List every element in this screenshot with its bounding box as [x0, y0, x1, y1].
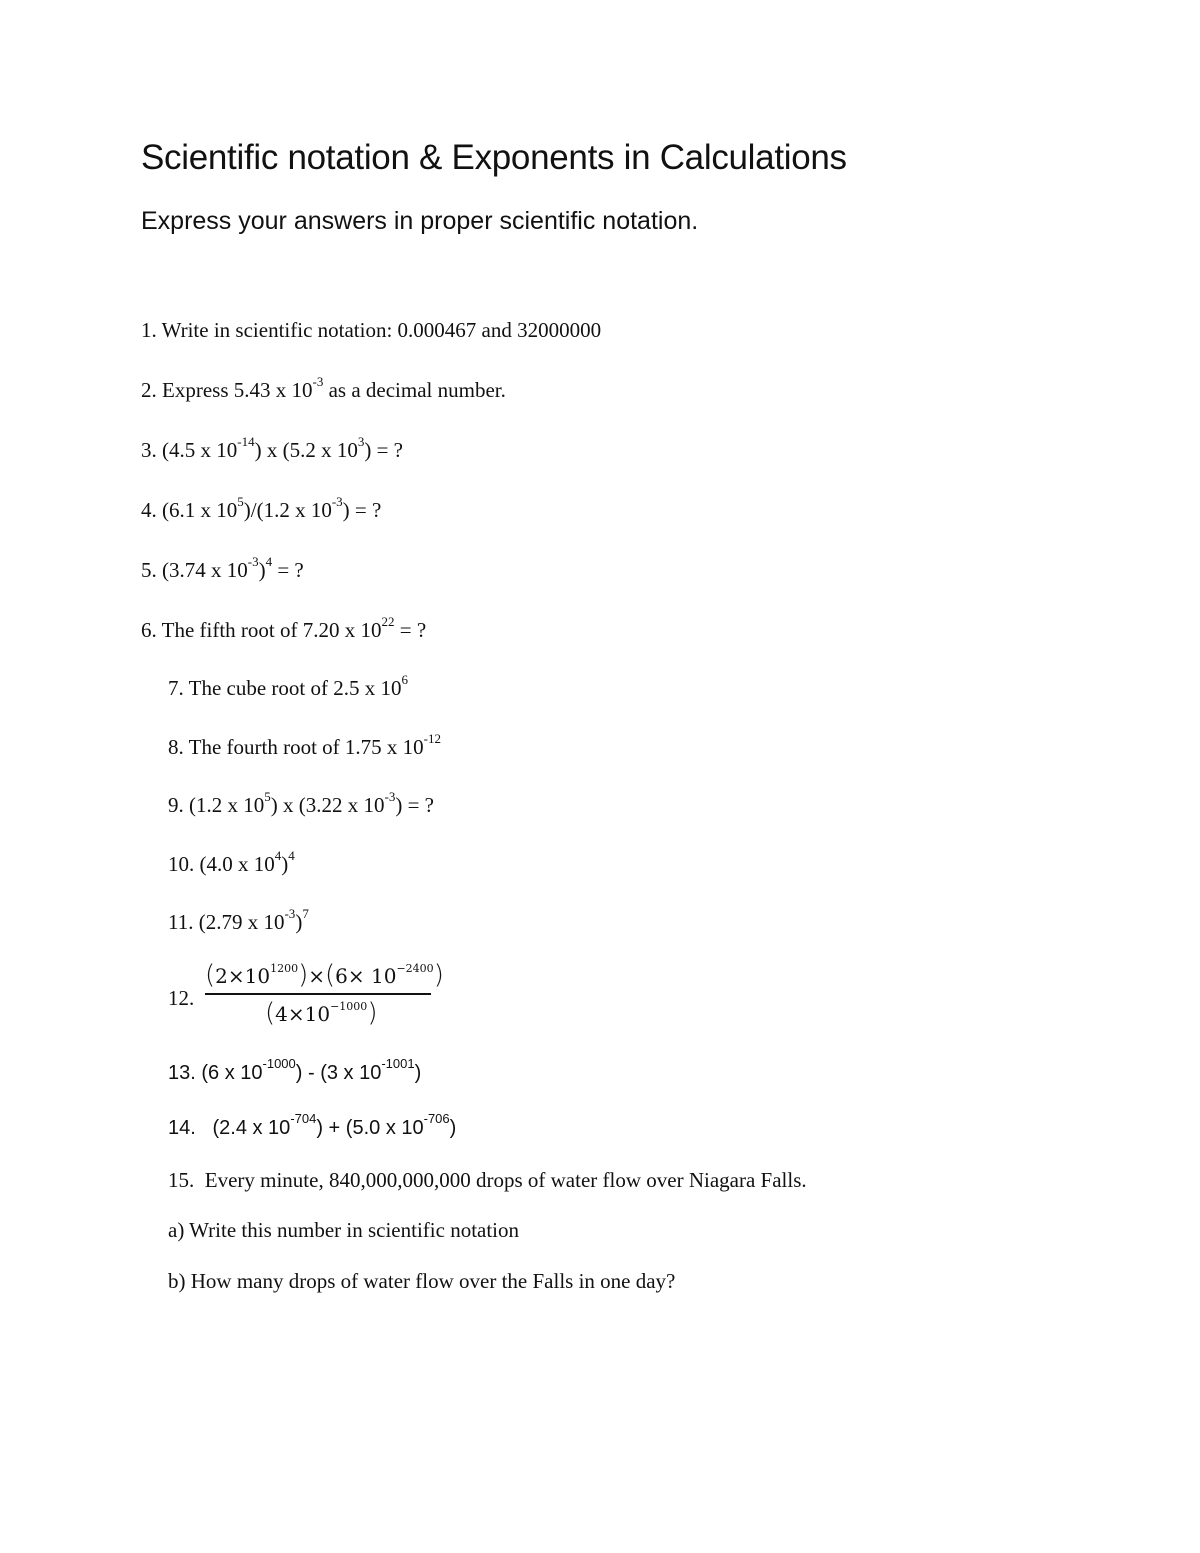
question-1 — [141, 320, 601, 341]
question-text: Write in scientific notation: 0.000467 and 32000000 — [161, 318, 602, 342]
right-paren: ) — [298, 960, 309, 990]
question-text: (2.4 x 10 — [212, 1117, 291, 1139]
exponent: 5 — [264, 789, 271, 804]
exponent: 6 — [401, 672, 408, 687]
question-text: ) — [295, 910, 303, 934]
question-number: 5. — [141, 558, 157, 582]
question-4 — [141, 494, 382, 522]
exponent: 3 — [357, 434, 365, 449]
question-10 — [168, 848, 295, 876]
question-text: The fifth root of 7.20 x 10 — [161, 618, 382, 642]
exponent: -3 — [331, 494, 343, 509]
question-text: as a decimal number. — [323, 378, 506, 402]
exponent: 5 — [237, 494, 244, 509]
exponent: -1000 — [262, 1056, 296, 1072]
question-text: ) = ? — [342, 498, 382, 522]
left-paren: ( — [265, 997, 276, 1028]
question-text: 9. (1.2 x 10 — [168, 793, 265, 817]
exponent: -704 — [290, 1111, 317, 1127]
question-text: ) = ? — [395, 793, 435, 817]
question-3 — [141, 434, 404, 462]
term: 6× 10 — [335, 964, 397, 988]
exponent: 1200 — [270, 962, 299, 976]
question-number: 2. — [141, 378, 157, 402]
question-13 — [168, 1056, 422, 1084]
question-text: 10. (4.0 x 10 — [168, 852, 275, 876]
exponent: -14 — [237, 434, 255, 449]
question-number: 1. — [141, 318, 157, 342]
times-sign: × — [308, 964, 326, 988]
question-text: ) = ? — [364, 438, 404, 462]
exponent: 7 — [302, 906, 309, 921]
question-text: = ? — [272, 558, 304, 582]
question-text: ) x (3.22 x 10 — [270, 793, 385, 817]
question-text: 7. The cube root of 2.5 x 10 — [168, 676, 402, 700]
question-number: 4. — [141, 498, 157, 522]
question-text: 11. (2.79 x 10 — [168, 910, 285, 934]
term: 4×10 — [275, 1001, 331, 1026]
exponent: -1001 — [381, 1056, 415, 1072]
question-5 — [141, 554, 304, 582]
exponent: -3 — [384, 789, 396, 804]
fraction-bar — [205, 993, 431, 995]
question-number: 3. — [141, 438, 157, 462]
exponent: 4 — [265, 554, 273, 569]
question-15b: b) How many drops of water flow over the Falls in one day? — [168, 1269, 676, 1293]
question-7 — [168, 672, 408, 700]
question-6 — [141, 614, 427, 642]
exponent: 4 — [274, 848, 282, 863]
exponent: -3 — [312, 374, 324, 389]
question-text: Every minute, 840,000,000,000 drops of water flow over Niagara Falls. — [204, 1168, 807, 1192]
question-12-fraction — [205, 960, 444, 1028]
left-paren: ( — [325, 960, 336, 990]
right-paren: ) — [433, 960, 444, 990]
question-15 — [168, 1170, 807, 1191]
question-text: ) — [414, 1062, 422, 1084]
exponent: −1000 — [330, 999, 368, 1013]
question-text: )/(1.2 x 10 — [243, 498, 332, 522]
question-text: ) x (5.2 x 10 — [254, 438, 358, 462]
question-8 — [168, 731, 442, 759]
question-text: ) — [258, 558, 266, 582]
exponent: -706 — [423, 1111, 450, 1127]
question-text: (4.5 x 10 — [162, 438, 238, 462]
exponent: −2400 — [396, 962, 434, 976]
question-text: ) + (5.0 x 10 — [316, 1117, 424, 1139]
question-text: = ? — [394, 618, 427, 642]
question-text: 8. The fourth root of 1.75 x 10 — [168, 735, 424, 759]
question-2 — [141, 374, 506, 402]
question-number: 15. — [168, 1168, 195, 1192]
question-text: 13. (6 x 10 — [168, 1062, 263, 1084]
exponent: -3 — [284, 906, 296, 921]
question-9 — [168, 789, 435, 817]
question-text: Express 5.43 x 10 — [162, 378, 313, 402]
fraction-denominator — [205, 998, 444, 1028]
question-number: 6. — [141, 618, 157, 642]
question-text: (6.1 x 10 — [162, 498, 238, 522]
exponent: 4 — [288, 848, 295, 863]
question-11 — [168, 906, 309, 934]
page-title: Scientific notation & Exponents in Calculations — [141, 138, 847, 177]
question-14 — [168, 1111, 457, 1139]
question-number: 14. — [168, 1117, 196, 1139]
question-15a: a) Write this number in scientific notation — [168, 1218, 520, 1242]
right-paren: ) — [367, 997, 378, 1028]
question-text: ) - (3 x 10 — [295, 1062, 382, 1084]
exponent: 22 — [381, 614, 395, 629]
exponent: -12 — [423, 731, 442, 746]
term: 2×10 — [215, 964, 271, 988]
question-text: ) — [449, 1117, 457, 1139]
left-paren: ( — [205, 960, 216, 990]
exponent: -3 — [247, 554, 259, 569]
question-12-number: 12. — [168, 986, 195, 1010]
fraction-numerator — [205, 960, 444, 990]
question-text: ) — [281, 852, 289, 876]
question-text: (3.74 x 10 — [162, 558, 248, 582]
page-subtitle: Express your answers in proper scientific notation. — [141, 207, 699, 235]
